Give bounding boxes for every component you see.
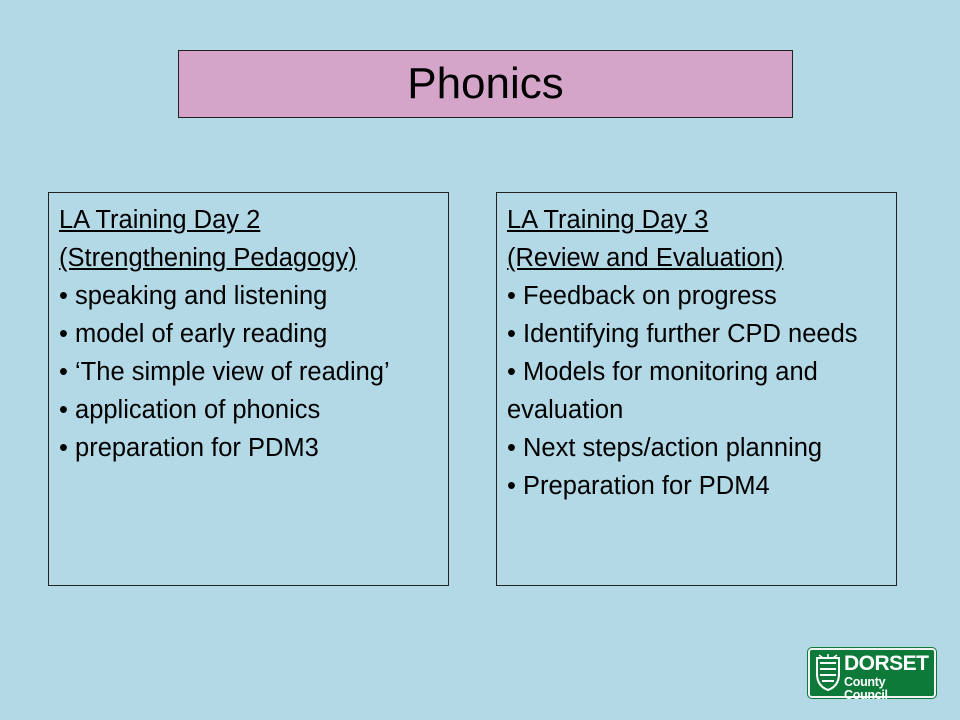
list-item: • Models for monitoring and evaluation: [507, 353, 886, 429]
slide-title: Phonics: [407, 59, 564, 108]
list-item: • preparation for PDM3: [59, 429, 438, 467]
right-panel-heading-line2: (Review and Evaluation): [507, 244, 784, 272]
list-item: • Preparation for PDM4: [507, 467, 886, 505]
left-panel: [48, 192, 449, 586]
left-panel-heading-line1: LA Training Day 2: [59, 206, 261, 234]
list-item: • Identifying further CPD needs: [507, 315, 886, 353]
dorset-crest-icon: [815, 654, 841, 692]
list-item: • Next steps/action planning: [507, 429, 886, 467]
list-item: • Feedback on progress: [507, 277, 886, 315]
dorset-county-council-logo: [808, 648, 936, 702]
left-panel-heading-line2: (Strengthening Pedagogy): [59, 244, 357, 272]
right-panel-list: [507, 277, 886, 505]
logo-line1: DORSET: [844, 652, 929, 675]
slide-title-box: [178, 50, 793, 118]
right-panel: [496, 192, 897, 586]
logo-line2: County Council: [844, 675, 888, 702]
logo-text: [844, 653, 932, 701]
list-item: • ‘The simple view of reading’: [59, 353, 438, 391]
list-item: • application of phonics: [59, 391, 438, 429]
list-item: • model of early reading: [59, 315, 438, 353]
left-panel-list: [59, 277, 438, 467]
list-item: • speaking and listening: [59, 277, 438, 315]
right-panel-heading-line1: LA Training Day 3: [507, 206, 709, 234]
